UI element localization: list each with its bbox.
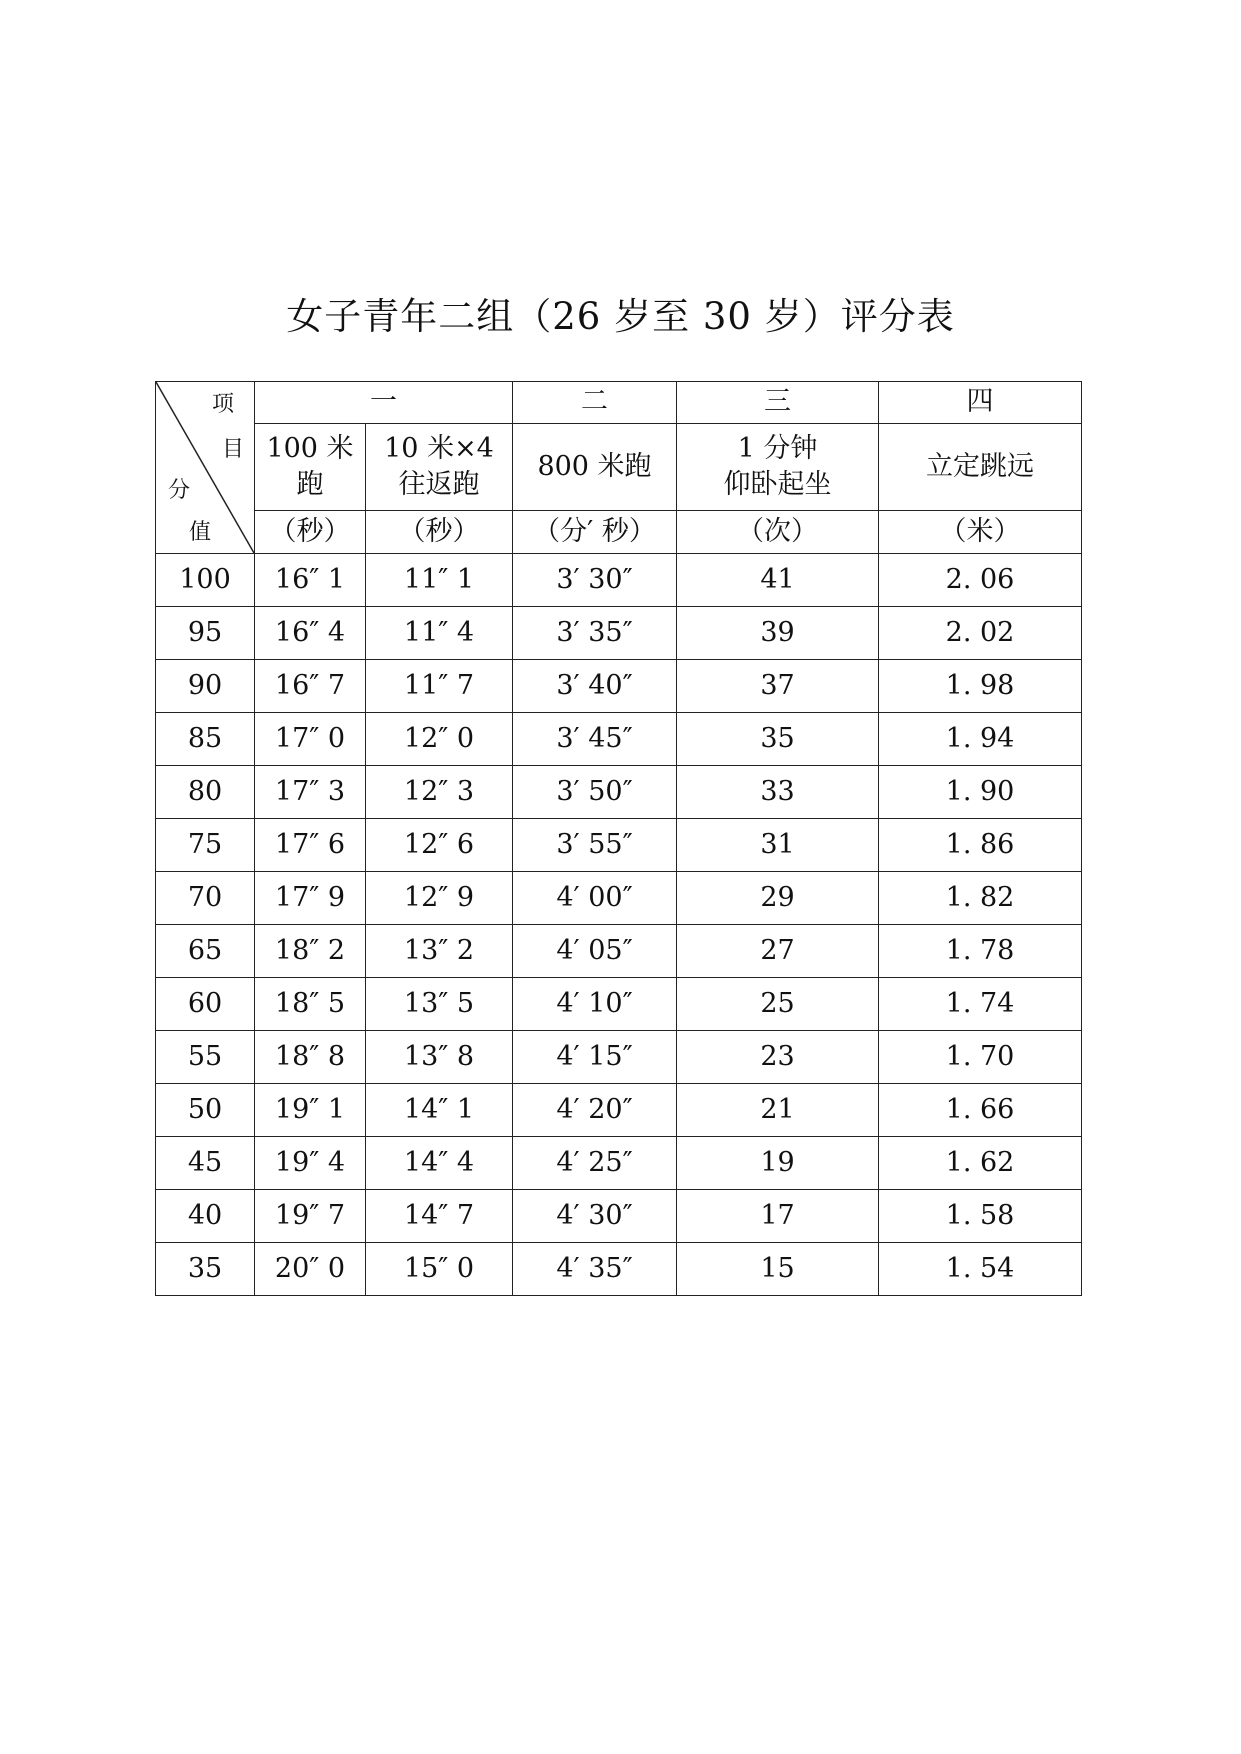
score-value: 85 xyxy=(156,713,255,766)
cell-standing-jump: 2. 02 xyxy=(879,607,1082,660)
table-row xyxy=(156,554,1082,607)
cell-standing-jump: 1. 58 xyxy=(879,1190,1082,1243)
table-row xyxy=(156,1190,1082,1243)
cell-standing-jump: 1. 94 xyxy=(879,713,1082,766)
cell-800m-run: 4′ 30″ xyxy=(513,1190,677,1243)
cell-100m-run: 16″ 1 xyxy=(255,554,366,607)
cell-800m-run: 3′ 40″ xyxy=(513,660,677,713)
cell-standing-jump: 1. 74 xyxy=(879,978,1082,1031)
cell-800m-run: 3′ 55″ xyxy=(513,819,677,872)
table-body xyxy=(156,382,1082,1296)
cell-shuttle-run: 12″ 6 xyxy=(366,819,513,872)
event-situps: 1 分钟 仰卧起坐 xyxy=(677,424,879,511)
cell-shuttle-run: 12″ 3 xyxy=(366,766,513,819)
cell-800m-run: 4′ 35″ xyxy=(513,1243,677,1296)
cell-situps: 25 xyxy=(677,978,879,1031)
cell-standing-jump: 1. 66 xyxy=(879,1084,1082,1137)
unit-situps: （次） xyxy=(677,511,879,554)
cell-situps: 33 xyxy=(677,766,879,819)
corner-label-mu: 目 xyxy=(221,437,244,462)
cell-800m-run: 4′ 20″ xyxy=(513,1084,677,1137)
cell-800m-run: 4′ 00″ xyxy=(513,872,677,925)
cell-shuttle-run: 13″ 2 xyxy=(366,925,513,978)
table-row xyxy=(156,978,1082,1031)
score-value: 95 xyxy=(156,607,255,660)
score-value: 45 xyxy=(156,1137,255,1190)
cell-800m-run: 4′ 15″ xyxy=(513,1031,677,1084)
table-row xyxy=(156,872,1082,925)
cell-800m-run: 3′ 35″ xyxy=(513,607,677,660)
table-row xyxy=(156,1084,1082,1137)
cell-100m-run: 16″ 4 xyxy=(255,607,366,660)
header-row-units xyxy=(156,511,1082,554)
cell-shuttle-run: 12″ 0 xyxy=(366,713,513,766)
cell-800m-run: 4′ 10″ xyxy=(513,978,677,1031)
cell-100m-run: 20″ 0 xyxy=(255,1243,366,1296)
cell-situps: 29 xyxy=(677,872,879,925)
cell-shuttle-run: 14″ 4 xyxy=(366,1137,513,1190)
event-standing-jump: 立定跳远 xyxy=(879,424,1082,511)
corner-label-zhi: 值 xyxy=(189,520,212,545)
cell-shuttle-run: 11″ 1 xyxy=(366,554,513,607)
score-value: 55 xyxy=(156,1031,255,1084)
corner-label-xiang: 项 xyxy=(211,392,234,417)
cell-standing-jump: 1. 62 xyxy=(879,1137,1082,1190)
score-table xyxy=(155,381,1082,1296)
unit-shuttle-run: （秒） xyxy=(366,511,513,554)
event-shuttle-run: 10 米×4 往返跑 xyxy=(366,424,513,511)
score-value: 90 xyxy=(156,660,255,713)
cell-100m-run: 19″ 7 xyxy=(255,1190,366,1243)
cell-800m-run: 3′ 30″ xyxy=(513,554,677,607)
cell-shuttle-run: 13″ 8 xyxy=(366,1031,513,1084)
cell-standing-jump: 1. 98 xyxy=(879,660,1082,713)
table-row xyxy=(156,819,1082,872)
score-value: 65 xyxy=(156,925,255,978)
cell-situps: 35 xyxy=(677,713,879,766)
cell-standing-jump: 2. 06 xyxy=(879,554,1082,607)
event-100m-run: 100 米 跑 xyxy=(255,424,366,511)
cell-situps: 37 xyxy=(677,660,879,713)
score-value: 50 xyxy=(156,1084,255,1137)
cell-shuttle-run: 13″ 5 xyxy=(366,978,513,1031)
cell-100m-run: 18″ 8 xyxy=(255,1031,366,1084)
table-row xyxy=(156,1137,1082,1190)
corner-cell xyxy=(156,382,255,554)
group-header-3: 三 xyxy=(677,382,879,424)
cell-situps: 15 xyxy=(677,1243,879,1296)
cell-800m-run: 3′ 45″ xyxy=(513,713,677,766)
header-row-events xyxy=(156,424,1082,511)
event-800m-run: 800 米跑 xyxy=(513,424,677,511)
cell-shuttle-run: 11″ 4 xyxy=(366,607,513,660)
corner-label-fen: 分 xyxy=(168,478,191,503)
group-header-1: 一 xyxy=(255,382,513,424)
cell-100m-run: 19″ 4 xyxy=(255,1137,366,1190)
table-row xyxy=(156,766,1082,819)
cell-standing-jump: 1. 54 xyxy=(879,1243,1082,1296)
cell-100m-run: 16″ 7 xyxy=(255,660,366,713)
group-header-2: 二 xyxy=(513,382,677,424)
cell-800m-run: 4′ 05″ xyxy=(513,925,677,978)
cell-standing-jump: 1. 70 xyxy=(879,1031,1082,1084)
score-value: 40 xyxy=(156,1190,255,1243)
cell-800m-run: 4′ 25″ xyxy=(513,1137,677,1190)
score-value: 60 xyxy=(156,978,255,1031)
cell-800m-run: 3′ 50″ xyxy=(513,766,677,819)
cell-shuttle-run: 15″ 0 xyxy=(366,1243,513,1296)
score-value: 100 xyxy=(156,554,255,607)
cell-100m-run: 17″ 3 xyxy=(255,766,366,819)
cell-situps: 19 xyxy=(677,1137,879,1190)
table-row xyxy=(156,607,1082,660)
table-row xyxy=(156,660,1082,713)
unit-100m-run: （秒） xyxy=(255,511,366,554)
cell-situps: 39 xyxy=(677,607,879,660)
table-row xyxy=(156,1243,1082,1296)
score-value: 70 xyxy=(156,872,255,925)
cell-situps: 17 xyxy=(677,1190,879,1243)
header-row-groups xyxy=(156,382,1082,424)
cell-100m-run: 17″ 6 xyxy=(255,819,366,872)
score-value: 75 xyxy=(156,819,255,872)
table-row xyxy=(156,925,1082,978)
cell-100m-run: 17″ 9 xyxy=(255,872,366,925)
cell-shuttle-run: 14″ 1 xyxy=(366,1084,513,1137)
cell-situps: 23 xyxy=(677,1031,879,1084)
group-header-4: 四 xyxy=(879,382,1082,424)
cell-situps: 21 xyxy=(677,1084,879,1137)
cell-100m-run: 18″ 5 xyxy=(255,978,366,1031)
page-title: 女子青年二组（26 岁至 30 岁）评分表 xyxy=(286,295,955,338)
cell-shuttle-run: 11″ 7 xyxy=(366,660,513,713)
unit-800m-run: （分′ 秒） xyxy=(513,511,677,554)
table-row xyxy=(156,1031,1082,1084)
score-value: 35 xyxy=(156,1243,255,1296)
cell-situps: 41 xyxy=(677,554,879,607)
cell-standing-jump: 1. 86 xyxy=(879,819,1082,872)
cell-100m-run: 17″ 0 xyxy=(255,713,366,766)
cell-situps: 27 xyxy=(677,925,879,978)
cell-standing-jump: 1. 78 xyxy=(879,925,1082,978)
cell-shuttle-run: 14″ 7 xyxy=(366,1190,513,1243)
cell-standing-jump: 1. 82 xyxy=(879,872,1082,925)
cell-situps: 31 xyxy=(677,819,879,872)
table-row xyxy=(156,713,1082,766)
unit-standing-jump: （米） xyxy=(879,511,1082,554)
cell-100m-run: 19″ 1 xyxy=(255,1084,366,1137)
cell-100m-run: 18″ 2 xyxy=(255,925,366,978)
score-value: 80 xyxy=(156,766,255,819)
cell-standing-jump: 1. 90 xyxy=(879,766,1082,819)
cell-shuttle-run: 12″ 9 xyxy=(366,872,513,925)
